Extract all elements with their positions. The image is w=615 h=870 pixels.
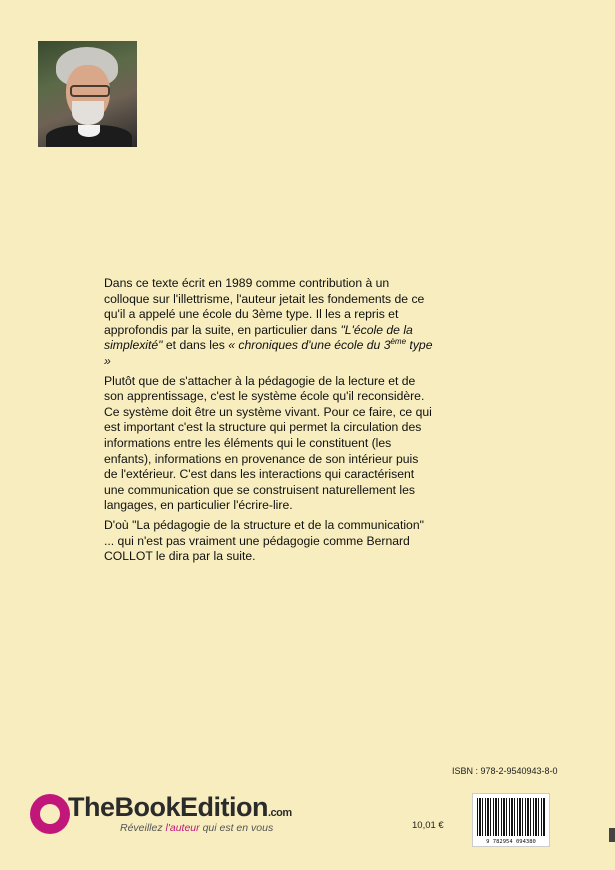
title-chroniques: « chroniques d'une école du 3ème type »: [104, 337, 433, 368]
paragraph-2: Plutôt que de s'attacher à la pédagogie de la lecture et de son apprentissage, c'est le système école qu'il reconsidère. Ce système doit être un système vivant. Pour ce faire, ce qui est important c'est la structure qui permet la circulation des informations entre les éléments qui le constituent (les enfants), informations en provenance de son intérieur puis de l'extérieur. C'est dans les interactions qui caractérisent une communication que se construisent naturellement les langages, en particulier l'écrire-lire.: [104, 373, 432, 513]
back-cover-text: [104, 276, 434, 569]
isbn-label: ISBN : 978-2-9540943-8-0: [452, 766, 558, 776]
logo-brand: TheBookEdition.com: [68, 792, 292, 822]
title-simplexite: "L'école de la simplexité": [104, 322, 413, 353]
corner-mark: [609, 828, 615, 842]
barcode: [472, 793, 550, 847]
barcode-bars-icon: [477, 798, 545, 836]
paragraph-3: D'où "La pédagogie de la structure et de la communication" ... qui n'est pas vraiment une pédagogie comme Bernard COLLOT le dira par la suite.: [104, 517, 424, 564]
price-label: 10,01 €: [412, 820, 444, 831]
paragraph-1: Dans ce texte écrit en 1989 comme contribution à un colloque sur l'illettrisme, l'auteur jetait les fondements de ce qu'il a appelé une école du 3ème type. Il les a repris et approfondis par la suite, en particulier dans "L'école de la simplexité" et dans les « chroniques d'une école du 3ème type »: [104, 276, 433, 368]
author-photo: [38, 41, 137, 147]
logo-tagline: Réveillez l'auteur qui est en vous: [120, 822, 274, 834]
logo-mark-icon: [30, 794, 70, 834]
publisher-logo: [30, 790, 320, 840]
barcode-digits: 9 782954 094380: [486, 839, 536, 845]
